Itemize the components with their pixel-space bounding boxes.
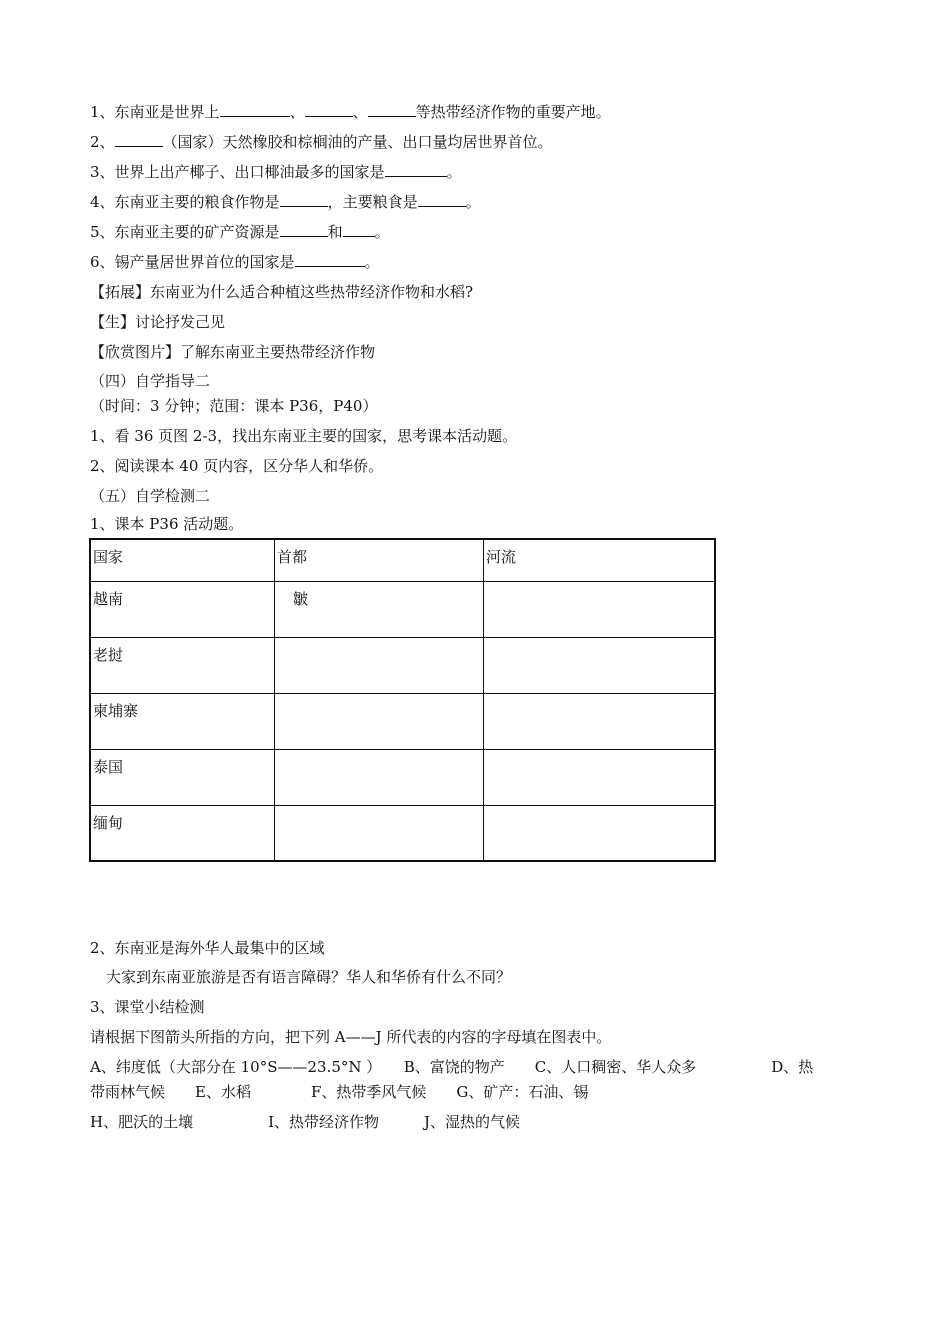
capital-text: 皺 [293, 589, 309, 608]
student-discussion: 【生】讨论抒发己见 [90, 313, 226, 331]
table-cell-capital[interactable] [275, 637, 484, 693]
self-study-guide-title: （四）自学指导二 [90, 372, 211, 390]
answer-blank[interactable] [280, 222, 328, 237]
answer-blank[interactable] [418, 192, 466, 207]
picture-appreciation: 【欣赏图片】了解东南亚主要热带经济作物 [90, 343, 376, 361]
question-2 [90, 132, 553, 152]
answer-blank[interactable] [295, 252, 365, 267]
separator: 、 [352, 103, 368, 121]
class-summary-title: 3、课堂小结检测 [90, 998, 205, 1016]
answer-blank[interactable] [305, 102, 353, 117]
question-num: 6、 [90, 253, 115, 271]
question-text-end: 。 [364, 253, 380, 271]
table-cell-river[interactable] [484, 805, 716, 861]
self-check-title: （五）自学检测二 [90, 487, 211, 505]
table-cell-country: 缅甸 [90, 805, 275, 861]
answer-blank[interactable] [343, 222, 375, 237]
self-study-guide-item-2: 2、阅读课本 40 页内容，区分华人和华侨。 [90, 457, 384, 475]
answer-blank[interactable] [385, 162, 447, 177]
question-1 [90, 102, 611, 122]
table-row [90, 581, 715, 637]
table-header-row [90, 539, 715, 581]
table-cell-capital[interactable] [275, 805, 484, 861]
question-text-mid: ，主要粮食是 [327, 193, 418, 211]
overseas-chinese-item: 2、东南亚是海外华人最集中的区域 [90, 939, 325, 957]
answer-blank[interactable] [368, 102, 416, 117]
self-study-guide-item-1: 1、看 36 页图 2-3，找出东南亚主要的国家，思考课本活动题。 [90, 427, 518, 445]
table-cell-country: 越南 [90, 581, 275, 637]
country-capital-river-table [89, 538, 716, 862]
question-num: 5、 [90, 223, 115, 241]
table-row [90, 749, 715, 805]
question-4 [90, 192, 481, 212]
question-text: 东南亚是世界上 [114, 103, 220, 121]
table-cell-country: 泰国 [90, 749, 275, 805]
table-cell-capital[interactable] [275, 581, 484, 637]
question-num: 1、 [90, 103, 115, 121]
question-text: 东南亚主要的粮食作物是 [114, 193, 280, 211]
table-cell-river[interactable] [484, 693, 716, 749]
question-num: 4、 [90, 193, 115, 211]
question-text-end: 。 [374, 223, 390, 241]
table-header-capital: 首都 [275, 539, 484, 581]
question-text-end: 。 [465, 193, 481, 211]
question-5 [90, 222, 390, 242]
question-text: 锡产量居世界首位的国家是 [114, 253, 295, 271]
options-line-1: A、纬度低（大部分在 10°S——23.5°N ） B、富饶的物产 C、人口稠密、华人众多 D、热 [90, 1058, 814, 1076]
options-line-3: H、肥沃的土壤 I、热带经济作物 J、湿热的气候 [90, 1113, 521, 1131]
overseas-chinese-question: 大家到东南亚旅游是否有语言障碍？华人和华侨有什么不同？ [106, 968, 512, 986]
table-row [90, 693, 715, 749]
table-cell-capital[interactable] [275, 749, 484, 805]
table-cell-river[interactable] [484, 637, 716, 693]
table-row [90, 805, 715, 861]
question-num: 2、 [90, 133, 115, 151]
options-line-2: 带雨林气候 E、水稻 F、热带季风气候 G、矿产：石油、锡 [90, 1083, 589, 1101]
separator: 、 [289, 103, 305, 121]
self-study-guide-time: （时间：3 分钟；范围：课本 P36，P40） [90, 397, 378, 415]
question-text-end: 等热带经济作物的重要产地。 [415, 103, 611, 121]
question-6 [90, 252, 380, 272]
table-cell-capital[interactable] [275, 693, 484, 749]
question-3 [90, 162, 462, 182]
table-cell-country: 老挝 [90, 637, 275, 693]
class-summary-instruction: 请根据下图箭头所指的方向，把下列 A——J 所代表的内容的字母填在图表中。 [90, 1028, 612, 1046]
question-text: （国家）天然橡胶和棕榈油的产量、出口量均居世界首位。 [162, 133, 553, 151]
table-cell-country: 柬埔寨 [90, 693, 275, 749]
table-header-country: 国家 [90, 539, 275, 581]
tuozhan-prompt: 【拓展】东南亚为什么适合种植这些热带经济作物和水稻? [90, 283, 474, 301]
question-text: 世界上出产椰子、出口椰油最多的国家是 [114, 163, 385, 181]
answer-blank[interactable] [280, 192, 328, 207]
question-text-mid: 和 [327, 223, 343, 241]
table-cell-river[interactable] [484, 581, 716, 637]
table-cell-river[interactable] [484, 749, 716, 805]
answer-blank[interactable] [220, 102, 290, 117]
question-num: 3、 [90, 163, 115, 181]
question-text: 东南亚主要的矿产资源是 [114, 223, 280, 241]
table-row [90, 637, 715, 693]
answer-blank[interactable] [115, 132, 163, 147]
self-check-item-1: 1、课本 P36 活动题。 [90, 515, 244, 533]
question-text-end: 。 [446, 163, 462, 181]
table-header-river: 河流 [484, 539, 716, 581]
